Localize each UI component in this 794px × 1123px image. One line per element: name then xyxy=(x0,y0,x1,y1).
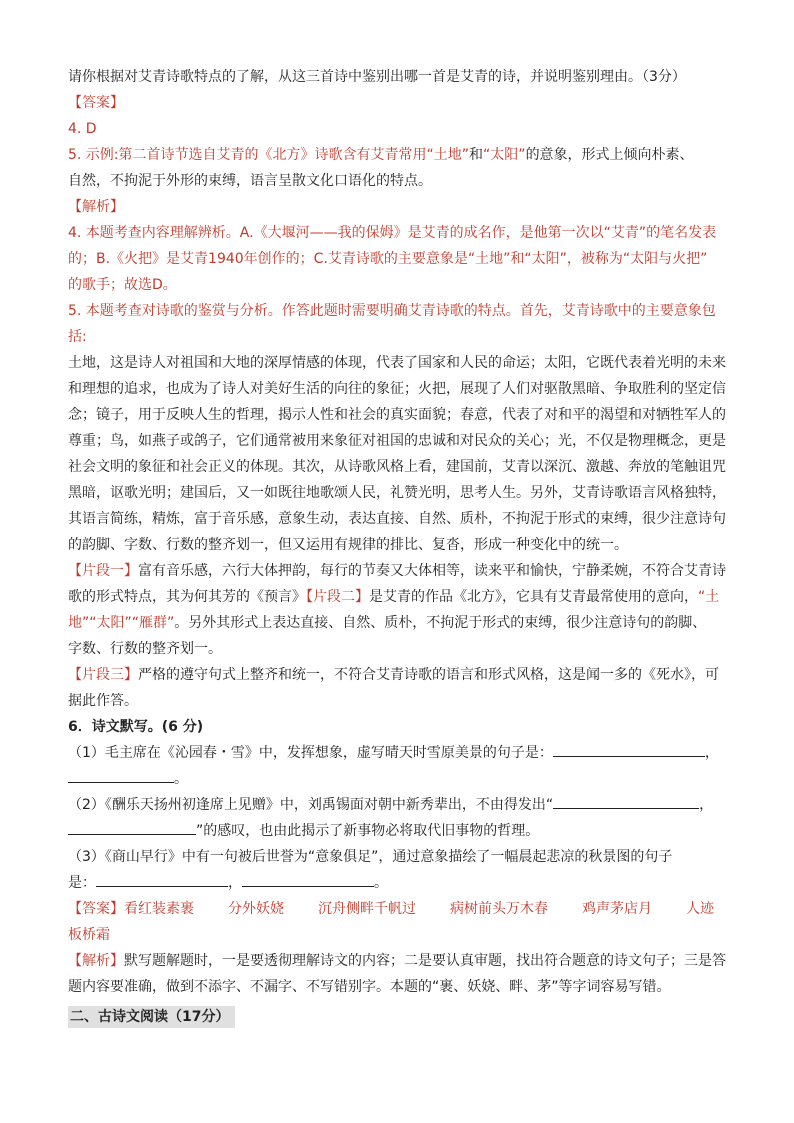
analysis-4-pre: 4. 本题考查内容理解辨析。A.《大堰河——我的保姆》是艾青的成名作，是他第一次以 xyxy=(68,225,604,241)
answer-item: 人迹 xyxy=(686,901,714,917)
analysis-5-line: 念；镜子，用于反映人生的哲理，揭示人性和社会的真实面貌；春意，代表了对和平的渴望和对牺牲军人的 xyxy=(68,407,726,423)
question-6-2-line2 xyxy=(68,818,732,844)
comma: ， xyxy=(699,797,714,813)
answer-5 xyxy=(68,142,732,168)
question-6-2 xyxy=(68,792,732,818)
fragment-1-text: 富有音乐感，六行大体押韵，每行的节奏又大体相等，读来平和愉快，宁静柔婉，不符合艾青诗 xyxy=(138,563,726,579)
fill-blank[interactable] xyxy=(68,819,196,835)
analysis-5 xyxy=(68,298,732,558)
question-6-answer-line2: 板桥霜 xyxy=(68,927,110,943)
answer-5-q2: “太阳” xyxy=(483,147,526,163)
question-6-3: （3）《商山早行》中有一句被后世誉为“意象俱足”，通过意象描绘了一幅晨起悲凉的秋景图的句子 xyxy=(68,849,673,865)
analysis-4-post: 的笔名发表 xyxy=(646,225,717,241)
fragment-3-tag: 【片段三】 xyxy=(68,667,138,683)
question-6-1-line2 xyxy=(68,766,732,792)
question-6-analysis-line2: 题内容要准确，做到不添字、不漏字、不写错别字。本题的“裹、妖娆、畔、茅”等字词容易写错。 xyxy=(68,979,671,995)
fill-blank[interactable] xyxy=(553,793,699,809)
analysis-tag: 【解析】 xyxy=(68,199,124,215)
question-6-1 xyxy=(68,740,732,766)
fill-blank[interactable] xyxy=(68,767,174,783)
answer-item: 分外妖娆 xyxy=(228,901,284,917)
period: 。 xyxy=(174,771,188,787)
fragment-2-quote: “土 xyxy=(698,589,720,605)
fragment-1-line2: 歌的形式特点，其为何其芳的《预言》 xyxy=(68,589,306,605)
answer-item: 鸡声茅店月 xyxy=(582,901,652,917)
period: 。 xyxy=(374,875,388,891)
answer-item: 病树前头万木春 xyxy=(450,901,548,917)
fill-blank[interactable] xyxy=(242,871,374,887)
fragment-3-text: 严格的遵守句式上整齐和统一，不符合艾青诗歌的语言和形式风格，这是闻一多的《死水》，可 xyxy=(138,667,719,683)
analysis-4 xyxy=(68,220,732,246)
analysis-5-line: 社会文明的象征和社会正义的体现。其次，从诗歌风格上看，建国前，艾青以深沉、激越、奔放的笔触诅咒 xyxy=(68,459,726,475)
question-6-title: 6．诗文默写。(6 分) xyxy=(68,719,204,735)
analysis-tag: 【解析】 xyxy=(68,953,124,969)
fragment-2-tag: 【片段二】 xyxy=(306,589,369,605)
question-6-analysis xyxy=(68,948,732,974)
fragment-3-line2: 据此作答。 xyxy=(68,693,138,709)
question-intro: 请你根据对艾青诗歌特点的了解，从这三首诗中鉴别出哪一首是艾青的诗，并说明鉴别理由。（3分） xyxy=(68,69,686,85)
question-6-2-line2-text: ”的感叹，也由此揭示了新事物必将取代旧事物的哲理。 xyxy=(196,823,540,839)
answer-item: 看红装素裹 xyxy=(124,901,194,917)
fill-blank[interactable] xyxy=(96,871,228,887)
answer-item: 沉舟侧畔千帆过 xyxy=(318,901,416,917)
question-6-3-line2 xyxy=(68,870,732,896)
answer-5-mid: 和 xyxy=(469,147,484,163)
analysis-5-line: 尊重；鸟，如燕子或鸽子，它们通常被用来象征对祖国的忠诚和对民众的关心；光，不仅是物理概念，更是 xyxy=(68,433,726,449)
fragment-1-2 xyxy=(68,584,732,610)
question-6-1-text: （1）毛主席在《沁园春・雪》中，发挥想象，虚写晴天时雪原美景的句子是： xyxy=(68,745,553,761)
analysis-4-line3: 的歌手；故选D。 xyxy=(68,277,177,293)
fragment-2-text: 是艾青的作品《北方》，它具有艾青最常使用的意向， xyxy=(369,589,698,605)
answer-5-line2: 自然，不拘泥于外形的束缚，语言呈散文化口语化的特点。 xyxy=(68,173,432,189)
answer-tag: 【答案】 xyxy=(68,901,124,917)
analysis-5-line: 的韵脚、字数、行数的整齐划一，但又运用有规律的排比、复沓，形成一种变化中的统一。 xyxy=(68,537,628,553)
comma: ， xyxy=(704,745,719,761)
answer-5-pre: 5. 示例:第二首诗节选自艾青的《北方》诗歌含有艾青常用 xyxy=(68,147,427,163)
fragment-2-line2 xyxy=(68,610,732,636)
fragment-2-quotes: 地”“太阳”“雁群” xyxy=(68,615,175,631)
fragment-2-line2-text: 。另外其形式上表达直接、自然、质朴，不拘泥于形式的束缚，很少注意诗句的韵脚、 xyxy=(174,615,707,631)
question-6-analysis-text: 默写题解题时，一是要透彻理解诗文的内容；二是要认真审题，找出符合题意的诗文句子；三是答 xyxy=(124,953,726,969)
question-6-2-text: （2）《酬乐天扬州初逢席上见赠》中，刘禹锡面对朝中新秀辈出，不由得发出“ xyxy=(68,797,554,813)
fragment-1 xyxy=(68,558,732,584)
analysis-4-name: “艾青” xyxy=(603,225,647,241)
fill-blank[interactable] xyxy=(553,741,705,757)
analysis-5-line: 黑暗，讴歌光明；建国后，又一如既往地歌颂人民，礼赞光明，思考人生。另外，艾青诗歌语言风格独特， xyxy=(68,485,726,501)
analysis-5-line: 其语言简练，精炼，富于音乐感，意象生动，表达直接、自然、质朴，不拘泥于形式的束缚，很少注意诗句 xyxy=(68,511,726,527)
answer-4: 4. D xyxy=(68,121,97,137)
fragment-3 xyxy=(68,662,732,688)
fragment-1-tag: 【片段一】 xyxy=(68,563,138,579)
analysis-5-line: 和理想的追求，也成为了诗人对美好生活的向往的象征；火把，展现了人们对驱散黑暗、争取胜利的坚定信 xyxy=(68,381,726,397)
analysis-5-line: 土地，这是诗人对祖国和大地的深厚情感的体现，代表了国家和人民的命运；太阳，它既代表着光明的未来 xyxy=(68,355,726,371)
section-heading: 二、古诗文阅读（17分） xyxy=(68,1006,235,1028)
fragment-2-line3: 字数、行数的整齐划一。 xyxy=(68,641,222,657)
comma: ， xyxy=(228,875,242,891)
answer-tag: 【答案】 xyxy=(68,95,124,111)
answer-5-q1: “土地” xyxy=(426,147,470,163)
analysis-5-line: 5. 本题考查对诗歌的鉴赏与分析。作答此题时需要明确艾青诗歌的特点。首先，艾青诗歌中的主要意象包括: xyxy=(68,303,716,345)
answer-5-rest: 的意象，形式上倾向朴素、 xyxy=(525,147,694,163)
question-6-answer xyxy=(68,896,732,922)
question-6-3-line2-text: 是： xyxy=(68,875,96,891)
document-page xyxy=(68,64,732,1028)
analysis-4-line2: 的；B.《火把》是艾青1940年创作的；C.艾青诗歌的主要意象是“土地”和“太阳”，被称为“太阳与火把” xyxy=(68,251,708,267)
